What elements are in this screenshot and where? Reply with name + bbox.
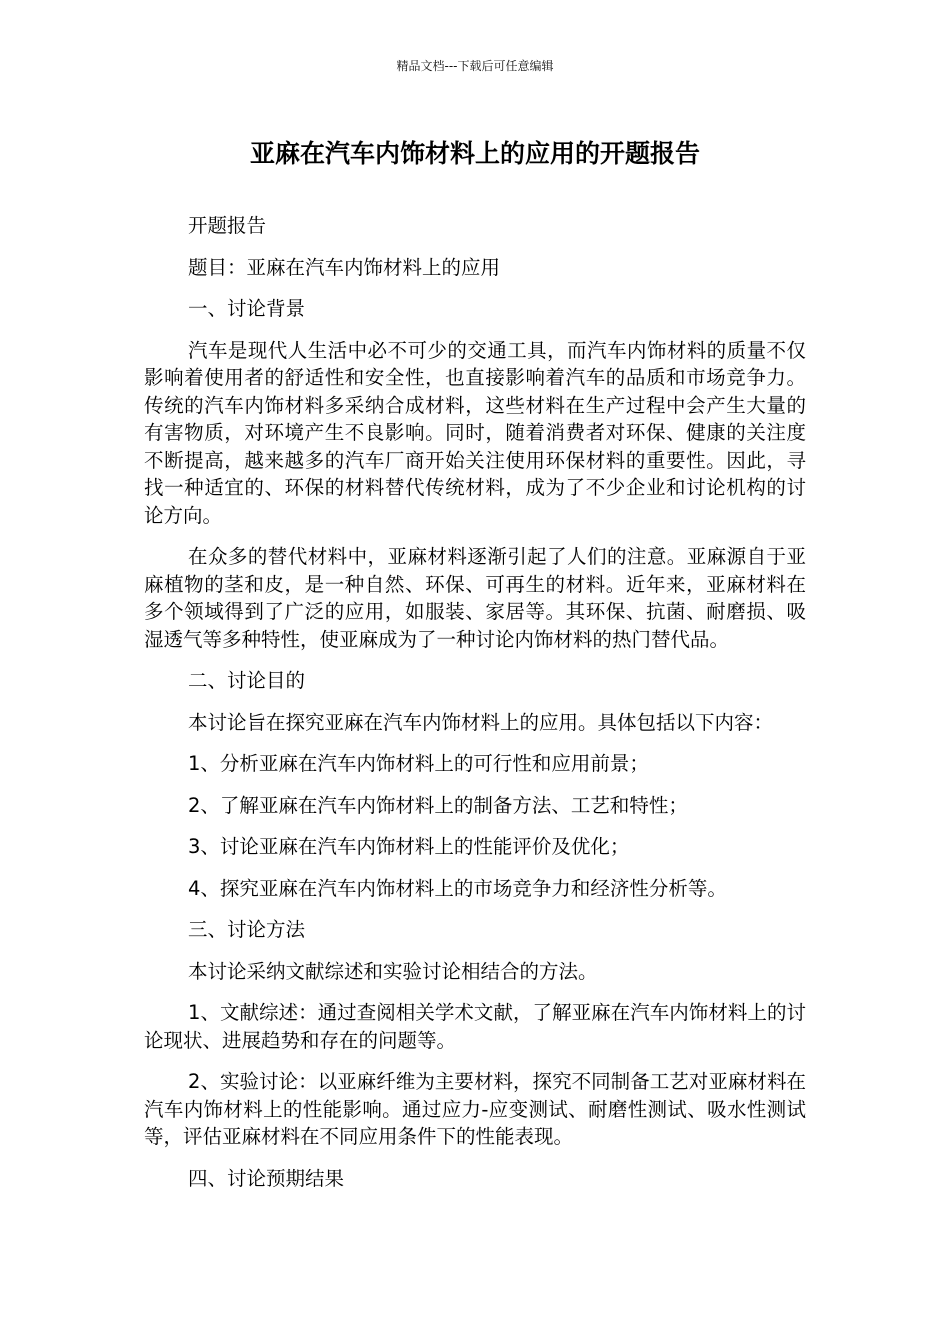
- document-title: 亚麻在汽车内饰材料上的应用的开题报告: [249, 139, 700, 168]
- method-intro: 本讨论采纳文献综述和实验讨论相结合的方法。: [188, 959, 598, 983]
- background-paragraph-1: 汽车是现代人生活中必不可少的交通工具，而汽车内饰材料的质量不仅影响着使用者的舒适性和安全性，也直接影响着汽车的品质和市场竞争力。传统的汽车内饰材料多采纳合成材料，这些材料在生产过程中会产生大量的有害物质，对环境产生不良影响。同时，随着消费者对环保、健康的关注度不断提高，越来越多的汽车厂商开始关注使用环保材料的重要性。因此，寻找一种适宜的、环保的材料替代传统材料，成为了不少企业和讨论机构的讨论方向。: [144, 338, 806, 527]
- topic-line: 题目：亚麻在汽车内饰材料上的应用: [188, 255, 501, 279]
- header-note: 精品文档---下载后可任意编辑: [396, 59, 554, 73]
- section-heading-purpose: 二、讨论目的: [188, 669, 306, 692]
- section-heading-background: 一、讨论背景: [188, 297, 306, 320]
- method-item-2: 2、实验讨论：以亚麻纤维为主要材料，探究不同制备工艺对亚麻材料在汽车内饰材料上的性能影响。通过应力-应变测试、耐磨性测试、吸水性测试等，评估亚麻材料在不同应用条件下的性能表现。: [144, 1070, 806, 1148]
- label-report: 开题报告: [188, 214, 267, 237]
- method-item-1: 1、文献综述：通过查阅相关学术文献，了解亚麻在汽车内饰材料上的讨论现状、进展趋势和存在的问题等。: [144, 1001, 806, 1052]
- document-body: [144, 212, 806, 1206]
- section-heading-expected-results: 四、讨论预期结果: [188, 1166, 345, 1190]
- purpose-item-3: 3、讨论亚麻在汽车内饰材料上的性能评价及优化；: [188, 835, 630, 858]
- purpose-item-2: 2、了解亚麻在汽车内饰材料上的制备方法、工艺和特性；: [188, 793, 688, 817]
- purpose-item-1: 1、分析亚麻在汽车内饰材料上的可行性和应用前景；: [188, 752, 649, 775]
- purpose-intro: 本讨论旨在探究亚麻在汽车内饰材料上的应用。具体包括以下内容：: [188, 710, 774, 734]
- purpose-item-4: 4、探究亚麻在汽车内饰材料上的市场竞争力和经济性分析等。: [188, 876, 727, 900]
- section-heading-method: 三、讨论方法: [188, 918, 306, 941]
- background-paragraph-2: 在众多的替代材料中，亚麻材料逐渐引起了人们的注意。亚麻源自于亚麻植物的茎和皮，是一种自然、环保、可再生的材料。近年来，亚麻材料在多个领域得到了广泛的应用，如服装、家居等。其环保、抗菌、耐磨损、吸湿透气等多种特性，使亚麻成为了一种讨论内饰材料的热门替代品。: [144, 545, 806, 651]
